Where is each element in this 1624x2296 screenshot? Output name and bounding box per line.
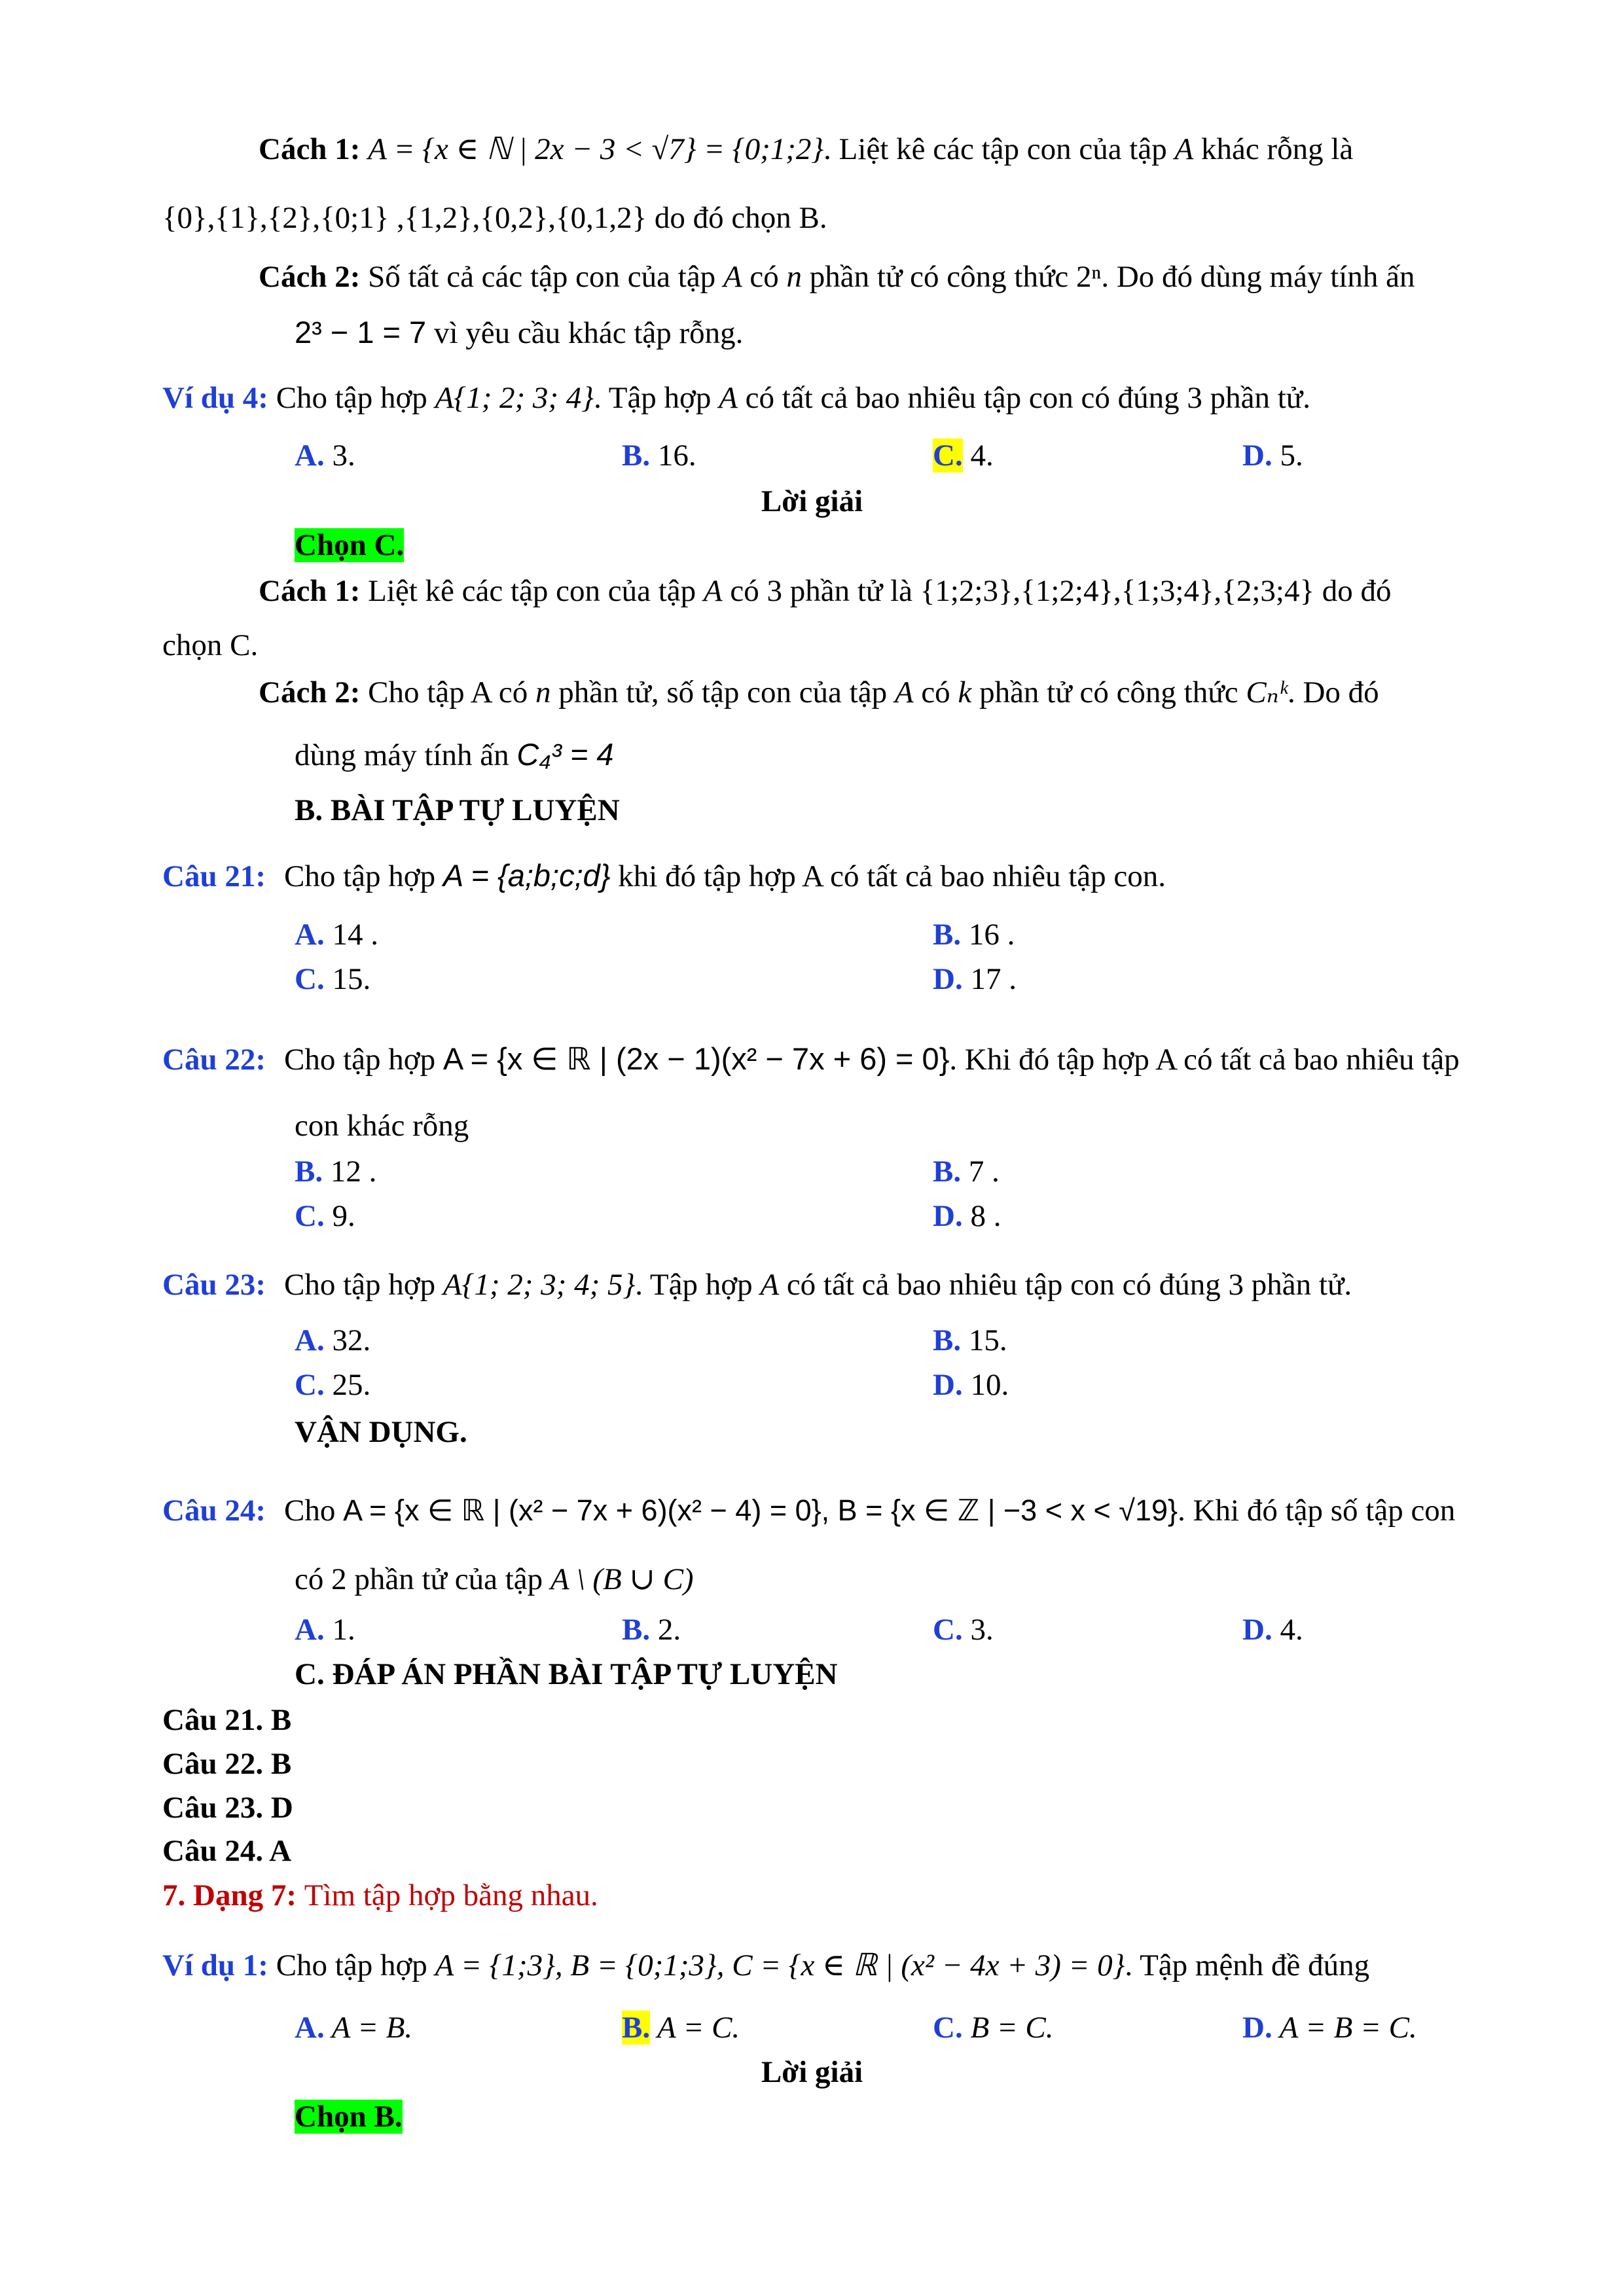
option-value: 7 . bbox=[961, 1155, 1000, 1189]
question-label: Câu 21: bbox=[162, 859, 266, 893]
q23-option-d bbox=[933, 1367, 1009, 1403]
option-letter: A. bbox=[295, 439, 325, 473]
option-letter: D. bbox=[1242, 2011, 1272, 2045]
question-label: Câu 23: bbox=[162, 1268, 266, 1302]
formula: 2ⁿ bbox=[1076, 260, 1102, 294]
vidu4-cach1-line2: chọn C. bbox=[162, 628, 259, 662]
question-24-line2 bbox=[295, 1561, 694, 1598]
answer-23: Câu 23. D bbox=[162, 1791, 293, 1825]
question-22 bbox=[162, 1041, 1460, 1078]
cach1-line1 bbox=[259, 131, 1353, 168]
vidu4-option-c bbox=[933, 437, 994, 474]
option-letter: C. bbox=[933, 2011, 963, 2045]
text: có bbox=[913, 675, 958, 709]
option-value: 15. bbox=[324, 962, 371, 996]
text: . Tập hợp bbox=[635, 1268, 761, 1302]
vidu1-option-b bbox=[622, 2009, 740, 2046]
combination-formula: Cₙᵏ bbox=[1246, 675, 1288, 709]
sets-definition: A = {1;3}, B = {0;1;3}, C = {x ∈ ℝ | (x² − 4x + 3) = 0} bbox=[435, 1948, 1125, 1982]
text: phần tử, số tập con của tập bbox=[550, 675, 895, 709]
q22-option-1 bbox=[295, 1153, 376, 1190]
option-value: 16. bbox=[650, 439, 696, 473]
q23-option-a bbox=[295, 1322, 370, 1359]
vidu4-cach2-line2 bbox=[295, 736, 614, 774]
option-letter: B. bbox=[295, 1155, 323, 1189]
text: do đó chọn B. bbox=[647, 201, 827, 235]
text: có 2 phần tử của tập bbox=[295, 1562, 550, 1596]
question-label: Câu 24: bbox=[162, 1494, 266, 1528]
option-letter-highlighted: B. bbox=[622, 2011, 651, 2045]
text: . Tập mệnh đề đúng bbox=[1125, 1948, 1370, 1982]
q24-option-c bbox=[933, 1611, 994, 1648]
text: . Liệt kê các tập con của tập bbox=[823, 132, 1175, 166]
option-value: 2. bbox=[650, 1613, 681, 1647]
chon-c bbox=[295, 527, 404, 564]
text: có bbox=[742, 260, 787, 294]
question-22-line2: con khác rỗng bbox=[295, 1109, 469, 1143]
vidu1-question bbox=[162, 1947, 1369, 1984]
option-value: A = B. bbox=[324, 2011, 413, 2045]
dang7-heading bbox=[162, 1877, 598, 1914]
q21-option-a bbox=[295, 916, 378, 953]
text: có tất cả bao nhiêu tập con có đúng 3 phần tử. bbox=[779, 1268, 1352, 1302]
cach2-label: Cách 2: bbox=[259, 675, 369, 709]
option-letter: D. bbox=[933, 962, 963, 996]
option-value: A = C. bbox=[650, 2011, 740, 2045]
var-k: k bbox=[958, 675, 972, 709]
text: Cho tập A có bbox=[368, 675, 535, 709]
var-a: A bbox=[1174, 132, 1194, 166]
var-n: n bbox=[535, 675, 551, 709]
cach2-label: Cách 2: bbox=[259, 260, 369, 294]
text: vì yêu cầu khác tập rỗng. bbox=[426, 316, 744, 350]
option-value: A = B = C. bbox=[1272, 2011, 1417, 2045]
text: Số tất cả các tập con của tập bbox=[368, 260, 723, 294]
q23-option-c bbox=[295, 1367, 370, 1403]
question-21 bbox=[162, 857, 1166, 895]
cach1-line2 bbox=[162, 200, 827, 236]
answer-highlight: Chọn B. bbox=[295, 2100, 403, 2134]
text: có 3 phần tử là bbox=[722, 574, 920, 608]
option-letter: C. bbox=[933, 1613, 963, 1647]
answer-24: Câu 24. A bbox=[162, 1834, 292, 1868]
option-letter: A. bbox=[295, 1323, 325, 1357]
vidu4-cach2-line1 bbox=[259, 674, 1379, 711]
van-dung-heading: VẬN DỤNG. bbox=[295, 1415, 467, 1449]
option-value: 8 . bbox=[962, 1199, 1001, 1233]
q22-option-3 bbox=[295, 1198, 355, 1234]
option-value: 5. bbox=[1272, 439, 1303, 473]
option-value: B = C. bbox=[962, 2011, 1054, 2045]
q23-option-b bbox=[933, 1322, 1007, 1359]
text: . Do đó dùng máy tính ấn bbox=[1101, 260, 1415, 294]
set-a-definition: A = {x ∈ ℕ | 2x − 3 < √7} = {0;1;2} bbox=[368, 132, 824, 166]
set-a: A = {a;b;c;d} bbox=[442, 858, 611, 893]
var-n: n bbox=[786, 260, 803, 294]
q21-option-b bbox=[933, 916, 1015, 953]
option-letter: A. bbox=[295, 2011, 325, 2045]
option-value: 9. bbox=[324, 1199, 355, 1233]
q24-option-d bbox=[1242, 1611, 1303, 1648]
cach2-line1 bbox=[259, 259, 1415, 295]
option-letter: B. bbox=[933, 1155, 962, 1189]
text: khác rỗng là bbox=[1193, 132, 1354, 166]
option-letter: D. bbox=[1242, 1613, 1272, 1647]
option-letter: D. bbox=[933, 1199, 963, 1233]
cach2-line2 bbox=[295, 314, 743, 351]
sets-definition: A = {x ∈ ℝ | (x² − 7x + 6)(x² − 4) = 0}, B = {x ∈ ℤ | −3 < x < √19} bbox=[343, 1494, 1178, 1527]
text: Cho tập hợp bbox=[283, 1043, 443, 1077]
dang7-label: 7. Dạng 7: bbox=[162, 1878, 304, 1912]
q22-option-4 bbox=[933, 1198, 1001, 1234]
text: Liệt kê các tập con của tập bbox=[368, 574, 704, 608]
text: Cho tập hợp bbox=[283, 859, 443, 893]
text: Cho tập hợp bbox=[283, 1268, 443, 1302]
q24-option-b bbox=[622, 1611, 681, 1648]
vidu1-label: Ví dụ 1: bbox=[162, 1948, 276, 1982]
text: . Khi đó tập số tập con bbox=[1178, 1494, 1456, 1528]
answer-21: Câu 21. B bbox=[162, 1703, 292, 1737]
answer-highlight: Chọn C. bbox=[295, 528, 405, 562]
vidu1-option-c bbox=[933, 2009, 1053, 2046]
text: phần tử có công thức bbox=[802, 260, 1077, 294]
set-a: A{1; 2; 3; 4; 5} bbox=[442, 1268, 636, 1302]
vidu4-question bbox=[162, 380, 1310, 416]
option-value: 12 . bbox=[323, 1155, 377, 1189]
text: khi đó tập hợp A có tất cả bao nhiêu tập con. bbox=[610, 859, 1166, 893]
text: Cho tập hợp bbox=[276, 1948, 435, 1982]
vidu4-option-a bbox=[295, 437, 355, 474]
option-value: 32. bbox=[324, 1323, 371, 1357]
option-value: 15. bbox=[961, 1323, 1007, 1357]
option-letter: B. bbox=[622, 1613, 651, 1647]
loi-giai-heading: Lời giải bbox=[761, 484, 863, 518]
chon-b bbox=[295, 2098, 403, 2135]
var-a: A bbox=[894, 675, 914, 709]
var-a: A bbox=[719, 381, 738, 415]
section-b-heading: B. BÀI TẬP TỰ LUYỆN bbox=[295, 793, 620, 827]
q22-option-2 bbox=[933, 1153, 1000, 1190]
text: . Khi đó tập hợp A có tất cả bao nhiêu tập bbox=[949, 1043, 1460, 1077]
set-a: A{1; 2; 3; 4} bbox=[435, 381, 594, 415]
option-letter: B. bbox=[933, 918, 962, 952]
dang7-title: Tìm tập hợp bằng nhau. bbox=[304, 1878, 598, 1912]
text: Cho tập hợp bbox=[276, 381, 435, 415]
subsets-list: {0},{1},{2},{0;1} ,{1,2},{0,2},{0,1,2} bbox=[162, 201, 647, 235]
subsets-list: {1;2;3},{1;2;4},{1;3;4},{2;3;4} bbox=[920, 574, 1314, 608]
var-a: A bbox=[723, 260, 742, 294]
option-letter: D. bbox=[1242, 439, 1272, 473]
option-value: 17 . bbox=[962, 962, 1017, 996]
option-letter: A. bbox=[295, 918, 325, 952]
q21-option-d bbox=[933, 961, 1017, 997]
q21-option-c bbox=[295, 961, 370, 997]
option-letter: D. bbox=[933, 1368, 963, 1402]
text: . Tập hợp bbox=[594, 381, 719, 415]
option-letter: A. bbox=[295, 1613, 325, 1647]
question-24 bbox=[162, 1492, 1455, 1529]
option-value: 4. bbox=[962, 439, 994, 473]
text: do đó bbox=[1314, 574, 1392, 608]
option-letter-highlighted: C. bbox=[933, 439, 963, 473]
var-a: A bbox=[703, 574, 723, 608]
vidu4-option-b bbox=[622, 437, 696, 474]
option-value: 10. bbox=[962, 1368, 1009, 1402]
vidu1-option-a bbox=[295, 2009, 412, 2046]
cach1-label: Cách 1: bbox=[259, 574, 369, 608]
q24-option-a bbox=[295, 1611, 355, 1648]
option-letter: C. bbox=[295, 1368, 325, 1402]
option-value: 25. bbox=[324, 1368, 371, 1402]
vidu4-option-d bbox=[1242, 437, 1303, 474]
vidu4-label: Ví dụ 4: bbox=[162, 381, 276, 415]
var-a: A bbox=[760, 1268, 780, 1302]
option-letter: B. bbox=[622, 439, 651, 473]
loi-giai-heading-2: Lời giải bbox=[761, 2055, 863, 2089]
text: phần tử có công thức bbox=[971, 675, 1246, 709]
calc-expression: C₄³ = 4 bbox=[516, 737, 614, 772]
option-value: 4. bbox=[1272, 1613, 1303, 1647]
option-letter: C. bbox=[295, 1199, 325, 1233]
text: dùng máy tính ấn bbox=[295, 738, 517, 772]
option-value: 16 . bbox=[961, 918, 1015, 952]
section-c-heading: C. ĐÁP ÁN PHẦN BÀI TẬP TỰ LUYỆN bbox=[295, 1657, 838, 1691]
cach1-label: Cách 1: bbox=[259, 132, 369, 166]
text: . Do đó bbox=[1287, 675, 1379, 709]
question-label: Câu 22: bbox=[162, 1043, 266, 1077]
set-a-definition: A = {x ∈ ℝ | (2x − 1)(x² − 7x + 6) = 0} bbox=[442, 1041, 950, 1076]
option-letter: C. bbox=[295, 962, 325, 996]
option-letter: B. bbox=[933, 1323, 962, 1357]
vidu1-option-d bbox=[1242, 2009, 1417, 2046]
vidu4-cach1-line1 bbox=[259, 573, 1392, 609]
text: Cho bbox=[283, 1494, 344, 1528]
calc-expression: 2³ − 1 = 7 bbox=[295, 315, 427, 350]
answer-22: Câu 22. B bbox=[162, 1747, 292, 1781]
text: có tất cả bao nhiêu tập con có đúng 3 phần tử. bbox=[737, 381, 1310, 415]
set-expression: A \ (B ∪ C) bbox=[550, 1562, 694, 1596]
option-value: 3. bbox=[324, 439, 355, 473]
option-value: 3. bbox=[962, 1613, 994, 1647]
question-23 bbox=[162, 1266, 1352, 1303]
option-value: 1. bbox=[324, 1613, 355, 1647]
option-value: 14 . bbox=[324, 918, 378, 952]
